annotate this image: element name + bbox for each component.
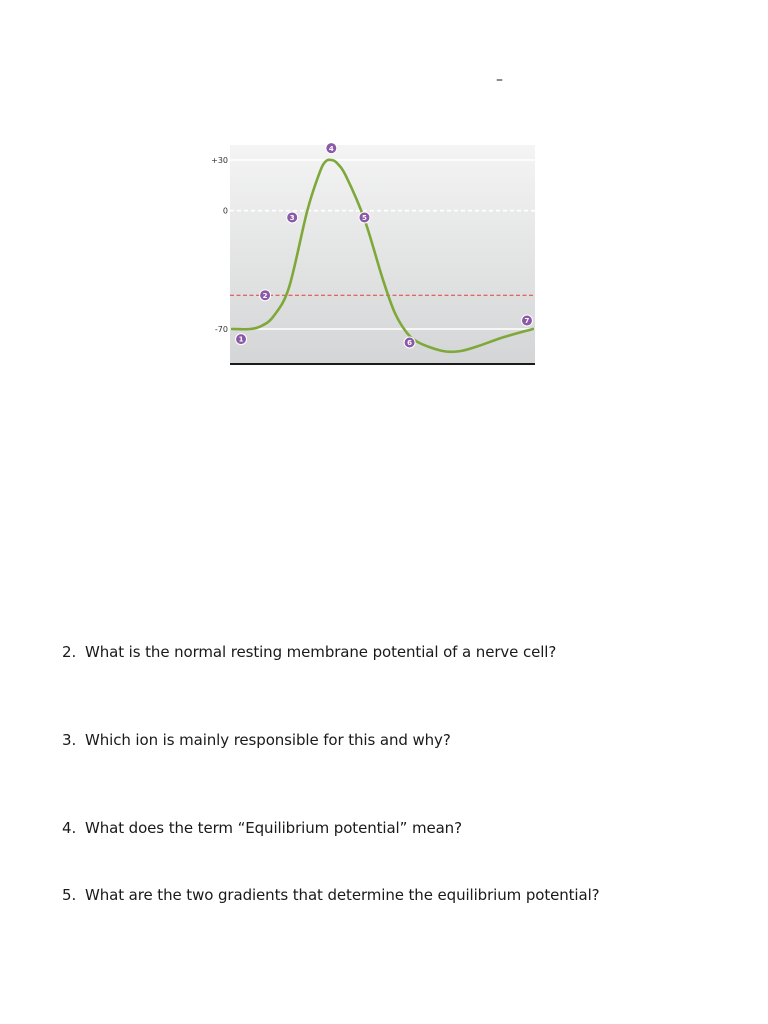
phase-marker <box>404 337 415 348</box>
y-tick-label: 0 <box>222 206 228 216</box>
phase-marker-label: 5 <box>362 214 367 223</box>
question-2 <box>62 643 556 661</box>
question-number: 3. <box>62 731 77 749</box>
question-text: What are the two gradients that determine the equilibrium potential? <box>85 886 600 904</box>
phase-marker-label: 1 <box>238 335 244 344</box>
question-3 <box>62 731 451 749</box>
action-potential-chart <box>195 140 540 375</box>
phase-marker <box>359 212 370 223</box>
question-text: What does the term “Equilibrium potential” mean? <box>85 819 462 837</box>
question-number: 2. <box>62 643 77 661</box>
question-text: What is the normal resting membrane potential of a nerve cell? <box>85 643 557 661</box>
plot-background <box>230 145 535 364</box>
phase-marker-label: 2 <box>262 291 268 300</box>
question-text: Which ion is mainly responsible for this and why? <box>85 731 451 749</box>
question-5 <box>62 886 600 904</box>
y-tick-label: -70 <box>214 325 228 334</box>
question-4 <box>62 819 462 837</box>
phase-marker <box>260 290 271 301</box>
phase-marker <box>326 143 337 154</box>
question-number: 4. <box>62 819 77 837</box>
phase-marker-label: 7 <box>524 317 530 326</box>
phase-marker-label: 3 <box>289 214 295 223</box>
stray-dash-mark: – <box>496 72 503 88</box>
phase-marker <box>287 212 298 223</box>
y-tick-label: +30 <box>211 156 228 165</box>
question-number: 5. <box>62 886 77 904</box>
phase-marker-label: 6 <box>407 339 413 348</box>
phase-marker <box>521 315 532 326</box>
y-axis-ticks <box>211 156 228 334</box>
phase-marker-label: 4 <box>328 144 334 153</box>
phase-marker <box>236 334 247 345</box>
